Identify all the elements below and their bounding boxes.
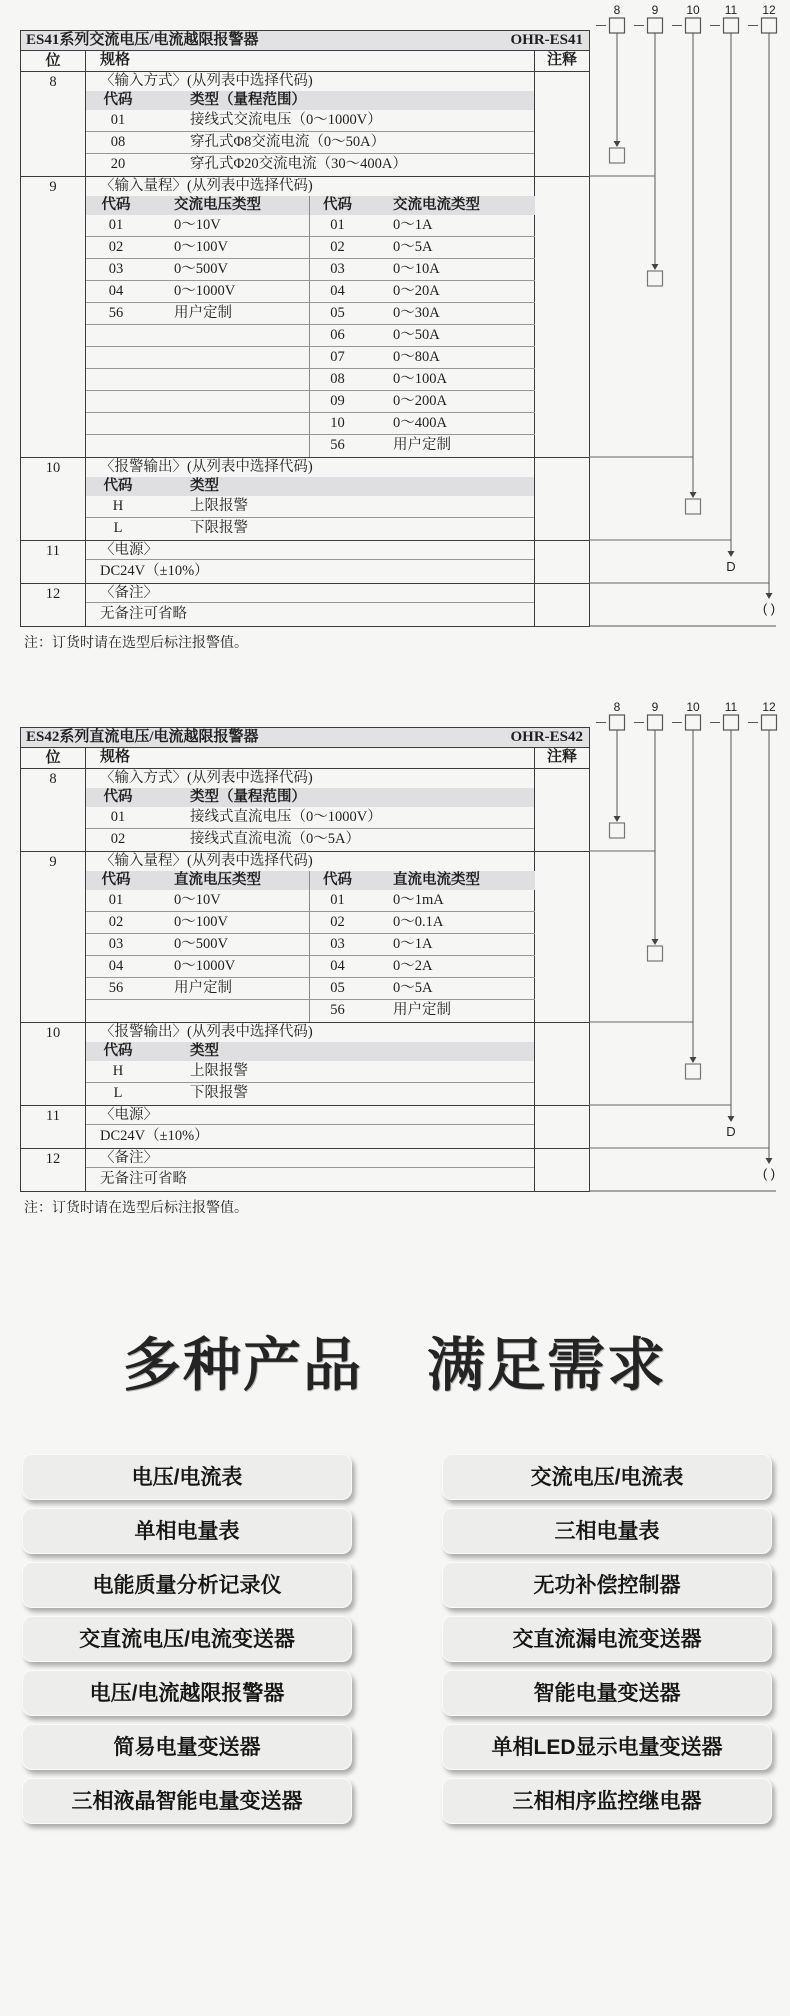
target-box — [686, 1064, 701, 1079]
spec-row-group-10 — [21, 457, 589, 540]
code-value: 06 — [309, 325, 365, 347]
code-value: 56 — [86, 303, 146, 325]
subtable-header — [86, 1042, 534, 1061]
code-type: 0～5A — [365, 237, 535, 259]
subtable-header-code: 代码 — [309, 196, 365, 215]
product-button[interactable]: 电能质量分析记录仪 — [22, 1562, 352, 1608]
code-value: 08 — [309, 369, 365, 391]
ordering-spec-table — [20, 727, 590, 1192]
code-type: 用户定制 — [393, 1002, 451, 1018]
es42-ordering-table — [20, 699, 782, 1192]
code-type: 0～10V — [146, 215, 309, 237]
spec-content — [86, 1023, 535, 1105]
subtable-header-code: 代码 — [86, 196, 146, 215]
code-type — [146, 347, 309, 369]
code-type: 0～1A — [365, 215, 535, 237]
code-type: 接线式交流电压（0～1000V） — [190, 112, 382, 128]
code-row — [86, 518, 534, 540]
spec-content — [86, 584, 535, 626]
spec-title: 〈输入方式〉(从列表中选择代码) — [100, 73, 313, 89]
power-code-label: D — [726, 559, 736, 574]
spec-row-group-11 — [21, 1105, 589, 1148]
col-header-spec: 规格 — [86, 51, 535, 71]
code-row — [86, 154, 534, 176]
remark-code-label: ( ) — [762, 1166, 776, 1181]
code-type: 接线式直流电流（0～5A） — [190, 831, 360, 847]
code-row — [86, 110, 534, 132]
product-button[interactable]: 三相相序监控继电器 — [442, 1778, 772, 1824]
code-subtable — [86, 477, 534, 540]
code-value: 10 — [309, 413, 365, 435]
spec-row-group-10 — [21, 1022, 589, 1105]
code-type: 0～10A — [365, 259, 535, 281]
product-button[interactable]: 单相LED显示电量变送器 — [442, 1724, 772, 1770]
code-value: 01 — [86, 890, 146, 912]
code-value: 03 — [309, 934, 365, 956]
spec-content — [86, 1106, 535, 1148]
code-type: 用户定制 — [146, 978, 309, 1000]
table-header-row — [21, 748, 589, 768]
note-cell — [535, 1106, 589, 1148]
spec-content — [86, 852, 535, 1022]
code-value — [86, 1000, 146, 1022]
spec-title: 〈电源〉 — [86, 541, 534, 560]
code-type: 0～20A — [365, 281, 535, 303]
es41-footnote: 注：订货时请在选型后标注报警值。 — [24, 636, 248, 651]
diagram-spacer — [20, 2, 782, 30]
note-cell — [535, 1149, 589, 1191]
code-value: 02 — [309, 237, 365, 259]
code-type: 0～500V — [146, 934, 309, 956]
code-value: 04 — [309, 281, 365, 303]
code-type: 0～100V — [146, 237, 309, 259]
note-cell — [535, 177, 589, 457]
col-header-note: 注释 — [546, 52, 577, 68]
target-box — [610, 148, 625, 163]
code-value: H — [112, 1063, 124, 1079]
code-type — [146, 325, 309, 347]
note-cell — [535, 458, 589, 540]
subtable-header-code: 代码 — [103, 92, 133, 108]
code-type: 0～2A — [365, 956, 535, 978]
spec-row-group-9 — [21, 851, 589, 1022]
subtable-header-type: 直流电流类型 — [365, 871, 535, 890]
code-row — [86, 829, 534, 851]
code-type: 上限报警 — [190, 1063, 248, 1079]
code-type: 下限报警 — [190, 1085, 248, 1101]
product-button[interactable]: 交直流漏电流变送器 — [442, 1616, 772, 1662]
code-type: 0～1mA — [365, 890, 535, 912]
table-title: ES41系列交流电压/电流越限报警器 — [26, 32, 259, 48]
subtable-header — [86, 788, 534, 807]
code-type: 下限报警 — [190, 520, 248, 536]
code-position-number: 12 — [762, 700, 776, 714]
code-value: 05 — [309, 978, 365, 1000]
model-code: OHR-ES42 — [510, 729, 583, 745]
code-type: 0～200A — [365, 391, 535, 413]
code-value: 02 — [110, 831, 126, 847]
position-number: 9 — [21, 852, 86, 1022]
code-type: 0～5A — [365, 978, 535, 1000]
banner-right-phrase: 满足需求 — [427, 1333, 668, 1398]
spec-row-group-11 — [21, 540, 589, 583]
code-type: 穿孔式Φ20交流电流（30～400A） — [190, 156, 407, 172]
code-position-number: 8 — [613, 700, 621, 714]
subtable-header-type: 交流电流类型 — [365, 196, 535, 215]
table-header-row — [21, 51, 589, 71]
spec-title: 〈输入量程〉(从列表中选择代码) — [100, 853, 313, 869]
subtable-header-code: 代码 — [86, 871, 146, 890]
spec-title: 〈报警输出〉(从列表中选择代码) — [100, 459, 313, 475]
code-type: 0～0.1A — [365, 912, 535, 934]
spec-content — [86, 541, 535, 583]
spec-content — [86, 72, 535, 176]
spec-line: DC24V（±10%） — [100, 563, 209, 579]
spec-line: DC24V（±10%） — [100, 1128, 209, 1144]
spec-title: 〈备注〉 — [86, 1149, 534, 1168]
power-code-label: D — [726, 1124, 736, 1139]
note-cell — [535, 72, 589, 176]
position-number: 12 — [21, 1149, 86, 1191]
note-cell — [535, 769, 589, 851]
product-list — [22, 1454, 790, 1824]
code-value: 01 — [309, 215, 365, 237]
es41-ordering-table — [20, 2, 782, 627]
target-box — [648, 946, 663, 961]
target-box — [648, 271, 663, 286]
code-value: 01 — [86, 215, 146, 237]
code-value: 04 — [309, 956, 365, 978]
code-value: 09 — [309, 391, 365, 413]
code-value: H — [112, 498, 124, 514]
product-button[interactable]: 电压/电流表 — [22, 1454, 352, 1500]
spec-row-group-12 — [21, 1148, 589, 1191]
es42-footnote: 注：订货时请在选型后标注报警值。 — [24, 1201, 248, 1216]
code-value: 05 — [309, 303, 365, 325]
code-value: 08 — [110, 134, 126, 150]
product-button[interactable]: 简易电量变送器 — [22, 1724, 352, 1770]
code-type: 0～50A — [365, 325, 535, 347]
table-title-bar — [21, 31, 589, 51]
code-value: 56 — [309, 1000, 365, 1022]
code-type: 接线式直流电压（0～1000V） — [190, 809, 382, 825]
code-type: 0～100A — [365, 369, 535, 391]
spec-content — [86, 177, 535, 457]
position-number: 12 — [21, 584, 86, 626]
code-type: 用户定制 — [393, 437, 451, 453]
product-button[interactable]: 无功补偿控制器 — [442, 1562, 772, 1608]
subtable-header — [86, 91, 534, 110]
code-value: 04 — [86, 281, 146, 303]
code-type — [146, 1000, 309, 1022]
code-position-number: 12 — [762, 3, 776, 17]
code-value — [86, 325, 146, 347]
col-header-spec: 规格 — [86, 748, 535, 768]
col-header-pos: 位 — [21, 51, 86, 71]
code-position-number: 8 — [613, 3, 621, 17]
code-value: 01 — [110, 112, 126, 128]
banner-left-phrase: 多种产品 — [122, 1333, 363, 1398]
code-type: 0～1000V — [146, 956, 309, 978]
code-value: 02 — [86, 237, 146, 259]
spec-content — [86, 769, 535, 851]
code-type — [146, 435, 309, 457]
code-row — [86, 496, 534, 518]
code-position-number: 10 — [686, 3, 700, 17]
ordering-spec-table — [20, 30, 590, 627]
code-position-number: 11 — [724, 700, 738, 714]
code-row — [86, 1061, 534, 1083]
code-value — [86, 391, 146, 413]
subtable-header-type: 类型 — [190, 1043, 219, 1059]
code-row — [86, 1083, 534, 1105]
spec-title: 〈输入量程〉(从列表中选择代码) — [100, 178, 313, 194]
code-position-number: 10 — [686, 700, 700, 714]
dual-code-subtable — [86, 871, 534, 1022]
code-subtable — [86, 1042, 534, 1105]
subtable-header-type: 交流电压类型 — [146, 196, 309, 215]
model-code: OHR-ES41 — [510, 32, 583, 48]
code-type: 上限报警 — [190, 498, 248, 514]
code-type: 0～500V — [146, 259, 309, 281]
spec-row-group-8 — [21, 71, 589, 176]
code-value: 03 — [86, 259, 146, 281]
spec-line: 无备注可省略 — [100, 606, 187, 622]
code-value: L — [113, 520, 123, 536]
code-value: L — [113, 1085, 123, 1101]
col-header-pos: 位 — [21, 748, 86, 768]
code-value: 56 — [309, 435, 365, 457]
code-type: 穿孔式Φ8交流电流（0～50A） — [190, 134, 386, 150]
product-button[interactable]: 三相液晶智能电量变送器 — [22, 1778, 352, 1824]
position-number: 11 — [21, 1106, 86, 1148]
code-type — [146, 369, 309, 391]
product-button[interactable]: 交流电压/电流表 — [442, 1454, 772, 1500]
spec-row-group-9 — [21, 176, 589, 457]
code-value: 03 — [309, 259, 365, 281]
code-type: 0～1000V — [146, 281, 309, 303]
table-title: ES42系列直流电压/电流越限报警器 — [26, 729, 259, 745]
code-type: 0～400A — [365, 413, 535, 435]
spec-title: 〈备注〉 — [86, 584, 534, 603]
code-type: 0～30A — [365, 303, 535, 325]
subtable-header-code: 代码 — [103, 1043, 133, 1059]
dual-code-subtable — [86, 196, 534, 457]
table-title-bar — [21, 728, 589, 748]
spec-title: 〈输入方式〉(从列表中选择代码) — [100, 770, 313, 786]
note-cell — [535, 852, 589, 1022]
code-value — [86, 347, 146, 369]
note-cell — [535, 1023, 589, 1105]
position-number: 8 — [21, 72, 86, 176]
product-button[interactable]: 智能电量变送器 — [442, 1670, 772, 1716]
product-button[interactable]: 三相电量表 — [442, 1508, 772, 1554]
target-box — [686, 499, 701, 514]
code-value: 02 — [86, 912, 146, 934]
code-type: 0～10V — [146, 890, 309, 912]
subtable-header-type: 类型 — [190, 478, 219, 494]
spec-row-group-8 — [21, 768, 589, 851]
code-subtable — [86, 788, 534, 851]
code-value: 02 — [309, 912, 365, 934]
code-type — [146, 413, 309, 435]
code-value: 07 — [309, 347, 365, 369]
code-value — [86, 435, 146, 457]
position-number: 11 — [21, 541, 86, 583]
code-type — [146, 391, 309, 413]
spec-content — [86, 458, 535, 540]
remark-code-label: ( ) — [762, 601, 776, 616]
code-type: 0～100V — [146, 912, 309, 934]
subtable-header-code: 代码 — [103, 789, 133, 805]
position-number: 9 — [21, 177, 86, 457]
code-row — [86, 807, 534, 829]
code-row — [86, 132, 534, 154]
spec-title: 〈报警输出〉(从列表中选择代码) — [100, 1024, 313, 1040]
code-value: 56 — [86, 978, 146, 1000]
subtable-header-code: 代码 — [309, 871, 365, 890]
code-value: 01 — [110, 809, 126, 825]
subtable-header-type: 类型（量程范围） — [190, 789, 306, 805]
spec-line: 无备注可省略 — [100, 1171, 187, 1187]
subtable-header-code: 代码 — [103, 478, 133, 494]
code-position-number: 11 — [724, 3, 738, 17]
note-cell — [535, 541, 589, 583]
code-type: 用户定制 — [146, 303, 309, 325]
code-value — [86, 413, 146, 435]
subtable-header — [86, 477, 534, 496]
code-type: 0～80A — [365, 347, 535, 369]
col-header-note: 注释 — [546, 749, 577, 765]
code-value: 01 — [309, 890, 365, 912]
diagram-spacer — [20, 699, 782, 727]
position-number: 10 — [21, 458, 86, 540]
code-subtable — [86, 91, 534, 176]
code-position-number: 9 — [651, 3, 659, 17]
position-number: 8 — [21, 769, 86, 851]
code-value: 03 — [86, 934, 146, 956]
subtable-header-type: 直流电压类型 — [146, 871, 309, 890]
spec-title: 〈电源〉 — [86, 1106, 534, 1125]
spec-row-group-12 — [21, 583, 589, 626]
code-value — [86, 369, 146, 391]
code-type: 0～1A — [365, 934, 535, 956]
subtable-header-type: 类型（量程范围） — [190, 92, 306, 108]
banner-heading — [0, 1318, 790, 1402]
spec-content — [86, 1149, 535, 1191]
target-box — [610, 823, 625, 838]
code-value: 20 — [110, 156, 126, 172]
note-cell — [535, 584, 589, 626]
product-button[interactable]: 电压/电流越限报警器 — [22, 1670, 352, 1716]
product-button[interactable]: 交直流电压/电流变送器 — [22, 1616, 352, 1662]
product-button[interactable]: 单相电量表 — [22, 1508, 352, 1554]
position-number: 10 — [21, 1023, 86, 1105]
code-position-number: 9 — [651, 700, 659, 714]
code-value: 04 — [86, 956, 146, 978]
